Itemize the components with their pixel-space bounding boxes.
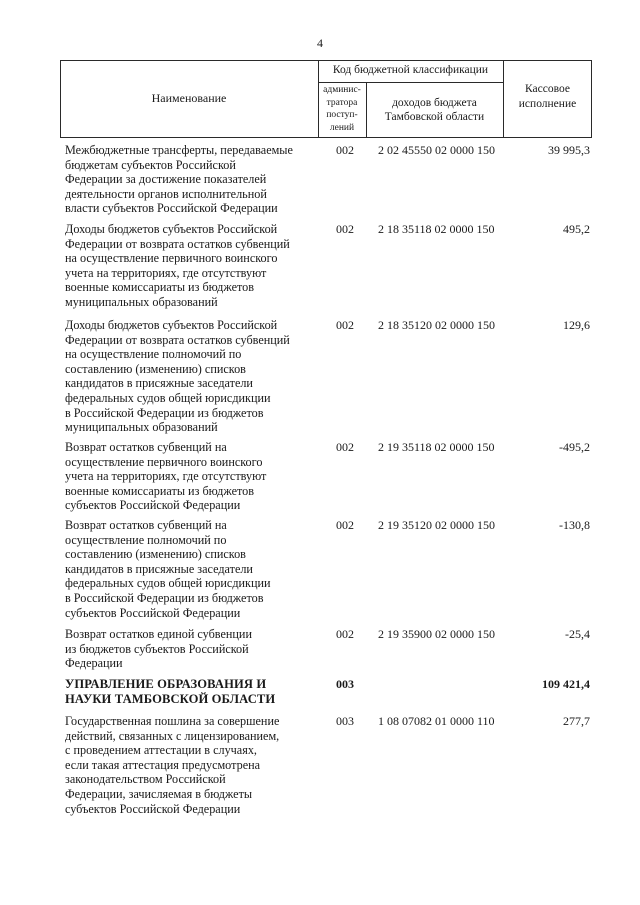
row-name-line: на осуществление первичного воинского	[65, 251, 278, 266]
row-amount: 39 995,3	[548, 143, 590, 157]
row-name-line: Федерации за достижение показателей	[65, 172, 267, 187]
row-name-line: Федерации от возврата остатков субвенций	[65, 332, 290, 347]
row-name-line: федеральных судов общей юрисдикции	[65, 576, 271, 591]
row-name-line: деятельности органов исполнительной	[65, 186, 267, 201]
row-name-line: субъектов Российской Федерации	[65, 498, 241, 513]
row-name-line: составлению (изменению) списков	[65, 547, 246, 562]
row-name-line: военные комиссариаты из бюджетов	[65, 280, 255, 295]
row-amount: -495,2	[559, 440, 590, 454]
header-income	[366, 96, 503, 124]
row-name-line: Доходы бюджетов субъектов Российской	[65, 318, 278, 332]
row-name	[65, 677, 305, 706]
row-admin-code: 002	[336, 518, 354, 532]
row-name-line: кандидатов в присяжные заседатели	[65, 561, 253, 576]
header-admin-line: админис-	[323, 85, 361, 95]
row-name-line: Межбюджетные трансферты, передаваемые	[65, 143, 293, 157]
row-name-line: учета на территориях, где отсутствуют	[65, 469, 267, 484]
row-name-line: действий, связанных с лицензированием,	[65, 728, 280, 743]
header-income-line: доходов бюджета	[392, 97, 477, 109]
row-name-line: законодательством Российской	[65, 772, 226, 787]
row-income-code: 2 19 35900 02 0000 150	[378, 627, 495, 641]
row-name	[65, 318, 305, 435]
row-income-code: 2 18 35120 02 0000 150	[378, 318, 495, 332]
row-income-code: 2 02 45550 02 0000 150	[378, 143, 495, 157]
row-amount: 109 421,4	[542, 677, 590, 691]
row-name-line: Доходы бюджетов субъектов Российской	[65, 222, 278, 236]
row-name-line: в Российской Федерации из бюджетов	[65, 590, 264, 605]
row-amount: 495,2	[563, 222, 590, 236]
table-header	[60, 60, 592, 138]
header-amount	[503, 82, 592, 112]
header-admin-line: тратора	[326, 97, 358, 108]
row-name-line: на осуществление полномочий по	[65, 347, 242, 362]
row-income-code: 1 08 07082 01 0000 110	[378, 714, 495, 728]
row-name-line: субъектов Российской Федерации	[65, 605, 241, 620]
row-amount: 277,7	[563, 714, 590, 728]
row-name	[65, 714, 305, 816]
row-admin-code: 002	[336, 318, 354, 332]
row-income-code: 2 18 35118 02 0000 150	[378, 222, 495, 236]
row-admin-code: 002	[336, 440, 354, 454]
row-name-line: с проведением аттестации в случаях,	[65, 743, 257, 758]
row-name	[65, 222, 305, 310]
row-amount: -25,4	[565, 627, 590, 641]
row-name	[65, 143, 305, 216]
row-name	[65, 518, 305, 620]
row-name-line: Возврат остатков субвенций на	[65, 518, 227, 532]
header-admin	[318, 84, 366, 134]
row-name-line: осуществление полномочий по	[65, 532, 227, 547]
row-admin-code: 002	[336, 143, 354, 157]
header-admin-line: лений	[329, 122, 355, 133]
row-name	[65, 627, 305, 671]
row-name-line: составлению (изменению) списков	[65, 361, 246, 376]
row-name-line: Государственная пошлина за совершение	[65, 714, 280, 728]
page-number: 4	[317, 36, 323, 50]
row-admin-code: 002	[336, 627, 354, 641]
row-name-line: Федерации	[65, 656, 123, 671]
row-name-line: Федерации от возврата остатков субвенций	[65, 236, 290, 251]
row-name-line: Федерации, зачисляемая в бюджеты	[65, 786, 253, 801]
header-amount-line: исполнение	[518, 98, 577, 110]
row-name-line: кандидатов в присяжные заседатели	[65, 376, 253, 391]
row-admin-code: 002	[336, 222, 354, 236]
header-admin-line: поступ-	[326, 110, 358, 120]
row-name-line: из бюджетов субъектов Российской	[65, 641, 249, 656]
row-name-line: Возврат остатков субвенций на	[65, 440, 227, 454]
row-income-code: 2 19 35118 02 0000 150	[378, 440, 495, 454]
row-admin-code: 003	[336, 714, 354, 728]
row-name-line: субъектов Российской Федерации	[65, 801, 241, 816]
row-income-code: 2 19 35120 02 0000 150	[378, 518, 495, 532]
row-name-line: власти субъектов Российской Федерации	[65, 201, 278, 216]
row-name-line: муниципальных образований	[65, 294, 218, 309]
row-name-line: учета на территориях, где отсутствуют	[65, 265, 267, 280]
row-amount: 129,6	[563, 318, 590, 332]
row-name-line: Возврат остатков единой субвенции	[65, 627, 252, 641]
row-name	[65, 440, 305, 513]
row-name-line: НАУКИ ТАМБОВСКОЙ ОБЛАСТИ	[65, 691, 276, 706]
header-amount-line: Кассовое	[525, 83, 570, 95]
header-name: Наименование	[151, 91, 227, 105]
row-name-line: бюджетам субъектов Российской	[65, 157, 236, 172]
row-name-line: УПРАВЛЕНИЕ ОБРАЗОВАНИЯ И	[65, 677, 267, 691]
row-name-line: федеральных судов общей юрисдикции	[65, 390, 271, 405]
row-name-line: если такая аттестация предусмотрена	[65, 757, 261, 772]
row-name-line: муниципальных образований	[65, 420, 218, 435]
header-code-group: Код бюджетной классификации	[332, 64, 489, 76]
header-income-line: Тамбовской области	[384, 111, 485, 123]
row-admin-code: 003	[336, 677, 354, 691]
row-name-line: осуществление первичного воинского	[65, 454, 263, 469]
row-amount: -130,8	[559, 518, 590, 532]
row-name-line: военные комиссариаты из бюджетов	[65, 483, 255, 498]
row-name-line: в Российской Федерации из бюджетов	[65, 405, 264, 420]
